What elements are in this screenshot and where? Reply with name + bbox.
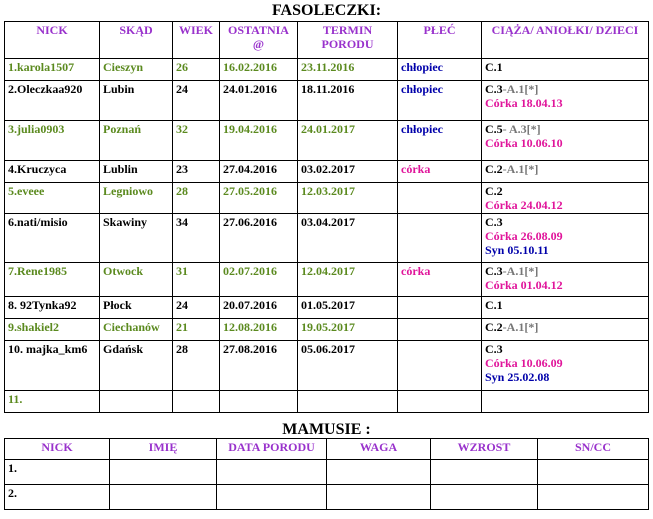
pregnancy-number	[485, 298, 645, 312]
gender-cell	[398, 341, 482, 391]
main-title: FASOLECZKI:	[271, 2, 382, 19]
angels-count: - A.3[*]	[502, 122, 541, 136]
second-title: MAMUSIE :	[282, 421, 371, 438]
last-period-cell: 27.04.2016	[220, 161, 298, 183]
column-header: PŁEĆ	[398, 22, 482, 59]
age-cell: 21	[173, 319, 220, 341]
column-header: WAGA	[327, 439, 431, 460]
last-period-cell: 16.02.2016	[220, 59, 298, 81]
pregnancy-cell	[482, 341, 649, 391]
column-header: NICK	[5, 439, 110, 460]
empty-cell	[327, 485, 431, 510]
table-body	[5, 460, 649, 510]
age-cell: 32	[173, 121, 220, 161]
gender-cell: chłopiec	[398, 81, 482, 121]
empty-cell	[431, 485, 538, 510]
daughter-entry: Córka 01.04.12	[485, 278, 563, 292]
due-date-cell	[298, 391, 398, 413]
gender-cell: córka	[398, 263, 482, 297]
son-entry: Syn 05.10.11	[485, 243, 549, 257]
pregnancy-number	[485, 60, 645, 74]
pregnancy-number	[485, 215, 645, 229]
nick-cell: 7.Rene1985	[5, 263, 100, 297]
location-cell: Legniowo	[100, 183, 173, 214]
table-row	[5, 183, 649, 214]
gender-cell	[398, 183, 482, 214]
age-cell: 24	[173, 297, 220, 319]
table-row	[5, 297, 649, 319]
daughter-entry: Córka 10.06.10	[485, 136, 563, 150]
pregnancy-cell	[482, 319, 649, 341]
last-period-cell: 27.06.2016	[220, 214, 298, 263]
age-cell: 23	[173, 161, 220, 183]
empty-cell	[110, 485, 217, 510]
column-header: SN/CC	[538, 439, 649, 460]
nick-cell: 1.	[5, 460, 110, 485]
column-header: WIEK	[173, 22, 220, 59]
pregnancy-cell	[482, 59, 649, 81]
pregnancy-count: C.1	[485, 60, 503, 74]
empty-cell	[538, 485, 649, 510]
empty-cell	[538, 460, 649, 485]
last-period-cell	[220, 391, 298, 413]
nick-cell: 9.shakiel2	[5, 319, 100, 341]
pregnancy-number	[485, 122, 645, 136]
gender-cell	[398, 214, 482, 263]
pregnancy-count: C.5	[485, 122, 503, 136]
due-date-cell: 12.03.2017	[298, 183, 398, 214]
last-period-cell: 24.01.2016	[220, 81, 298, 121]
table-header-row	[5, 439, 649, 460]
table-body	[5, 59, 649, 413]
last-period-cell: 02.07.2016	[220, 263, 298, 297]
due-date-cell: 05.06.2017	[298, 341, 398, 391]
gender-cell	[398, 391, 482, 413]
gender-cell	[398, 319, 482, 341]
pregnancy-count: C.3	[485, 342, 503, 356]
pregnancy-number	[485, 264, 645, 278]
nick-cell: 11.	[5, 391, 100, 413]
column-header: WZROST	[431, 439, 538, 460]
location-cell: Lublin	[100, 161, 173, 183]
due-date-cell: 01.05.2017	[298, 297, 398, 319]
location-cell: Poznań	[100, 121, 173, 161]
pregnancy-cell	[482, 297, 649, 319]
nick-cell: 10. majka_km6	[5, 341, 100, 391]
due-date-cell: 19.05.2017	[298, 319, 398, 341]
pregnancy-count: C.2	[485, 184, 503, 198]
nick-cell: 2.Oleczkaa920	[5, 81, 100, 121]
age-cell: 28	[173, 183, 220, 214]
gender-cell: chłopiec	[398, 59, 482, 81]
column-header: SKĄD	[100, 22, 173, 59]
due-date-cell: 12.04.2017	[298, 263, 398, 297]
last-period-cell: 12.08.2016	[220, 319, 298, 341]
table-row	[5, 263, 649, 297]
pregnancy-cell	[482, 391, 649, 413]
angels-count: -A.1[*]	[502, 264, 539, 278]
due-date-cell: 18.11.2016	[298, 81, 398, 121]
column-header: OSTATNIA @	[220, 22, 298, 59]
pregnancy-cell	[482, 214, 649, 263]
empty-cell	[110, 460, 217, 485]
column-header: CIĄŻA/ ANIOŁKI/ DZIECI	[482, 22, 649, 59]
table-row	[5, 460, 649, 485]
location-cell: Ciechanów	[100, 319, 173, 341]
mamusie-table	[4, 438, 649, 510]
pregnancy-cell	[482, 183, 649, 214]
nick-cell: 2.	[5, 485, 110, 510]
nick-cell: 5.eveee	[5, 183, 100, 214]
location-cell: Cieszyn	[100, 59, 173, 81]
age-cell	[173, 391, 220, 413]
table-row	[5, 214, 649, 263]
table-row	[5, 81, 649, 121]
table-row	[5, 391, 649, 413]
nick-cell: 4.Kruczyca	[5, 161, 100, 183]
pregnancy-cell	[482, 121, 649, 161]
gender-cell	[398, 297, 482, 319]
empty-cell	[217, 460, 327, 485]
column-header: TERMIN PORODU	[298, 22, 398, 59]
table-row	[5, 161, 649, 183]
age-cell: 28	[173, 341, 220, 391]
pregnancy-number	[485, 162, 645, 176]
age-cell: 24	[173, 81, 220, 121]
table-row	[5, 341, 649, 391]
column-header: NICK	[5, 22, 100, 59]
pregnancy-count: C.3	[485, 264, 503, 278]
pregnancy-count: C.3	[485, 215, 503, 229]
location-cell: Lubin	[100, 81, 173, 121]
daughter-entry: Córka 18.04.13	[485, 96, 563, 110]
pregnancy-number	[485, 184, 645, 198]
location-cell: Otwock	[100, 263, 173, 297]
daughter-entry: Córka 26.08.09	[485, 229, 563, 243]
pregnancy-count: C.2	[485, 320, 503, 334]
due-date-cell: 03.04.2017	[298, 214, 398, 263]
angels-count: -A.1[*]	[502, 82, 539, 96]
angels-count: -A.1[*]	[502, 162, 539, 176]
pregnancy-number	[485, 82, 645, 96]
pregnancy-cell	[482, 81, 649, 121]
pregnancy-cell	[482, 161, 649, 183]
last-period-cell: 19.04.2016	[220, 121, 298, 161]
table-row	[5, 59, 649, 81]
column-header: IMIĘ	[110, 439, 217, 460]
age-cell: 34	[173, 214, 220, 263]
location-cell	[100, 391, 173, 413]
nick-cell: 3.julia0903	[5, 121, 100, 161]
gender-cell: córka	[398, 161, 482, 183]
table-row	[5, 319, 649, 341]
table-row	[5, 485, 649, 510]
pregnancy-count: C.3	[485, 82, 503, 96]
nick-cell: 6.nati/misio	[5, 214, 100, 263]
location-cell: Gdańsk	[100, 341, 173, 391]
due-date-cell: 03.02.2017	[298, 161, 398, 183]
angels-count: -A.1[*]	[502, 320, 539, 334]
pregnancy-number	[485, 320, 645, 334]
table-row	[5, 121, 649, 161]
pregnancy-number	[485, 342, 645, 356]
empty-cell	[217, 485, 327, 510]
location-cell: Płock	[100, 297, 173, 319]
table-header-row	[5, 22, 649, 59]
due-date-cell: 23.11.2016	[298, 59, 398, 81]
empty-cell	[327, 460, 431, 485]
due-date-cell: 24.01.2017	[298, 121, 398, 161]
pregnancy-count: C.2	[485, 162, 503, 176]
column-header: DATA PORODU	[217, 439, 327, 460]
daughter-entry: Córka 10.06.09	[485, 356, 563, 370]
last-period-cell: 27.05.2016	[220, 183, 298, 214]
location-cell: Skawiny	[100, 214, 173, 263]
nick-cell: 1.karola1507	[5, 59, 100, 81]
daughter-entry: Córka 24.04.12	[485, 198, 563, 212]
fasoleczki-table	[4, 21, 649, 413]
pregnancy-count: C.1	[485, 298, 503, 312]
nick-cell: 8. 92Tynka92	[5, 297, 100, 319]
last-period-cell: 27.08.2016	[220, 341, 298, 391]
gender-cell: chłopiec	[398, 121, 482, 161]
age-cell: 31	[173, 263, 220, 297]
empty-cell	[431, 460, 538, 485]
age-cell: 26	[173, 59, 220, 81]
son-entry: Syn 25.02.08	[485, 370, 550, 384]
last-period-cell: 20.07.2016	[220, 297, 298, 319]
pregnancy-cell	[482, 263, 649, 297]
